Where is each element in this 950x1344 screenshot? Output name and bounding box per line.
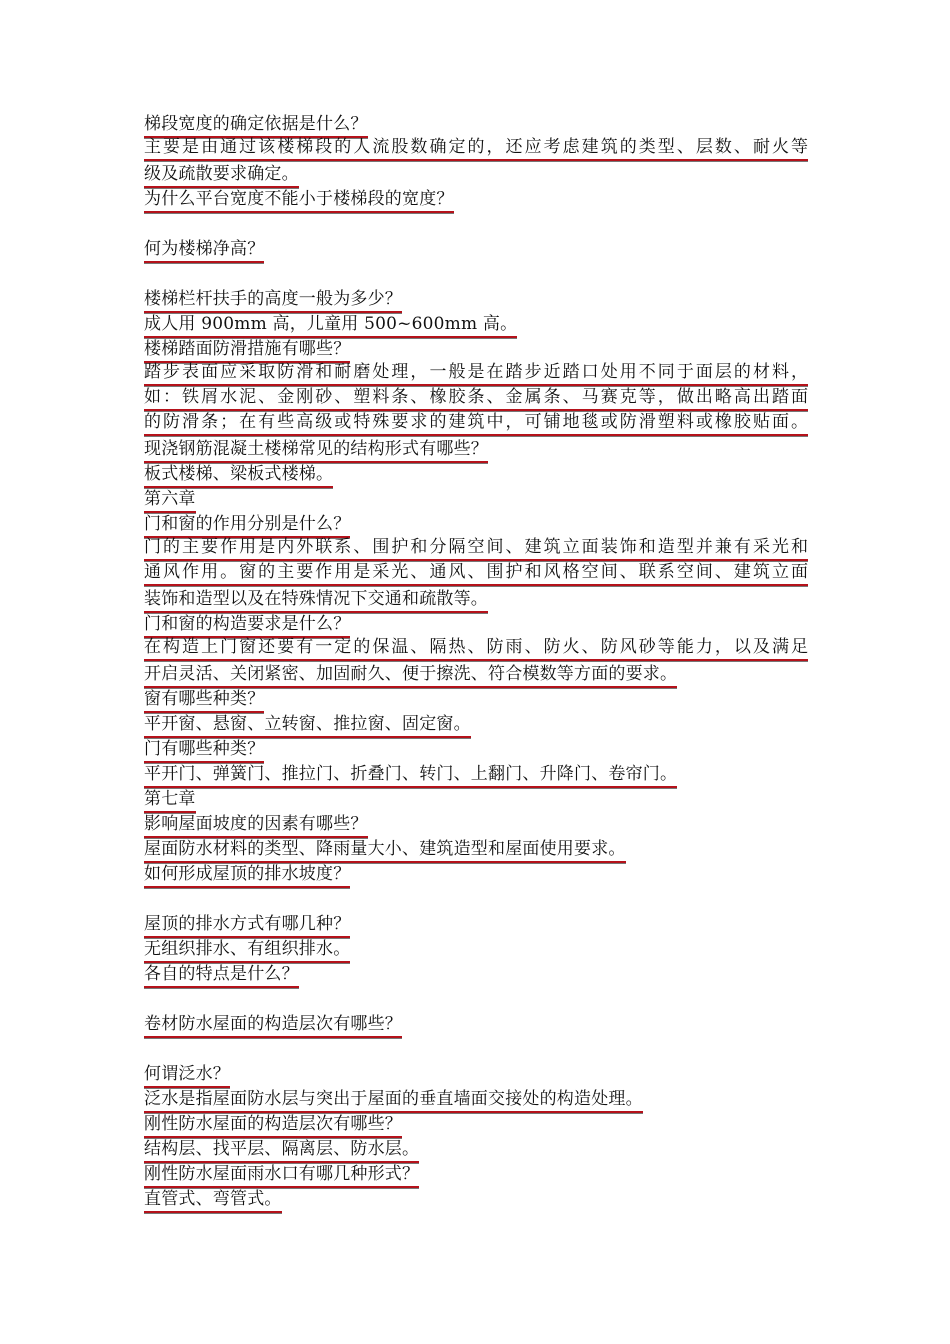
text-line	[144, 412, 812, 437]
text-line	[144, 137, 812, 162]
text-line	[144, 362, 812, 387]
text-line	[144, 862, 812, 887]
text-line	[144, 162, 812, 187]
text-line	[144, 1187, 812, 1212]
text-line	[144, 487, 812, 512]
underlined-text: 开启灵活、关闭紧密、加固耐久、便于擦洗、符合模数等方面的要求。	[144, 664, 677, 688]
underlined-text: 如：铁屑水泥、金刚砂、塑料条、橡胶条、金属条、马赛克等，做出略高出踏面	[144, 387, 808, 411]
underlined-text: 第六章	[144, 489, 196, 513]
blank-line	[144, 887, 812, 912]
text-line	[144, 637, 812, 662]
text-line	[144, 912, 812, 937]
underlined-text: 装饰和造型以及在特殊情况下交通和疏散等。	[144, 589, 488, 613]
underlined-text: 门和窗的作用分别是什么？	[144, 514, 350, 538]
underlined-text: 直管式、弯管式。	[144, 1189, 282, 1213]
underlined-text: 通风作用。窗的主要作用是采光、通风、围护和风格空间、联系空间、建筑立面	[144, 562, 808, 586]
underlined-text: 卷材防水屋面的构造层次有哪些？	[144, 1014, 402, 1038]
text-line	[144, 437, 812, 462]
underlined-text: 结构层、找平层、隔离层、防水层。	[144, 1139, 419, 1163]
text-line	[144, 837, 812, 862]
text-line	[144, 512, 812, 537]
underlined-text: 成人用 900mm 高，儿童用 500~600mm 高。	[144, 314, 517, 338]
text-line	[144, 112, 812, 137]
underlined-text: 窗有哪些种类？	[144, 689, 264, 713]
underlined-text: 第七章	[144, 789, 196, 813]
text-line	[144, 737, 812, 762]
text-line	[144, 462, 812, 487]
underlined-text: 梯段宽度的确定依据是什么？	[144, 114, 368, 138]
document-body	[144, 112, 812, 1212]
underlined-text: 的防滑条；在有些高级或特殊要求的建筑中，可铺地毯或防滑塑料或橡胶贴面。	[144, 412, 808, 436]
text-line	[144, 287, 812, 312]
text-line	[144, 937, 812, 962]
text-line	[144, 312, 812, 337]
text-line	[144, 612, 812, 637]
underlined-text: 何谓泛水？	[144, 1064, 230, 1088]
underlined-text: 级及疏散要求确定。	[144, 164, 299, 188]
underlined-text: 踏步表面应采取防滑和耐磨处理，一般是在踏步近踏口处用不同于面层的材料，	[144, 362, 808, 386]
text-line	[144, 587, 812, 612]
underlined-text: 无组织排水、有组织排水。	[144, 939, 350, 963]
blank-line	[144, 262, 812, 287]
text-line	[144, 337, 812, 362]
text-line	[144, 712, 812, 737]
text-line	[144, 187, 812, 212]
underlined-text: 各自的特点是什么？	[144, 964, 299, 988]
underlined-text: 门和窗的构造要求是什么？	[144, 614, 350, 638]
text-line	[144, 662, 812, 687]
underlined-text: 楼梯踏面防滑措施有哪些？	[144, 339, 350, 363]
underlined-text: 板式楼梯、梁板式楼梯。	[144, 464, 333, 488]
underlined-text: 楼梯栏杆扶手的高度一般为多少？	[144, 289, 402, 313]
underlined-text: 主要是由通过该楼梯段的人流股数确定的，还应考虑建筑的类型、层数、耐火等	[144, 137, 808, 161]
underlined-text: 为什么平台宽度不能小于楼梯段的宽度？	[144, 189, 454, 213]
text-line	[144, 1012, 812, 1037]
blank-line	[144, 987, 812, 1012]
underlined-text: 刚性防水屋面的构造层次有哪些？	[144, 1114, 402, 1138]
text-line	[144, 687, 812, 712]
text-line	[144, 812, 812, 837]
underlined-text: 现浇钢筋混凝土楼梯常见的结构形式有哪些？	[144, 439, 488, 463]
text-line	[144, 787, 812, 812]
underlined-text: 如何形成屋顶的排水坡度？	[144, 864, 350, 888]
blank-line	[144, 212, 812, 237]
underlined-text: 门的主要作用是内外联系、围护和分隔空间、建筑立面装饰和造型并兼有采光和	[144, 537, 808, 561]
text-line	[144, 1112, 812, 1137]
text-line	[144, 1062, 812, 1087]
underlined-text: 泛水是指屋面防水层与突出于屋面的垂直墙面交接处的构造处理。	[144, 1089, 643, 1113]
text-line	[144, 762, 812, 787]
underlined-text: 刚性防水屋面雨水口有哪几种形式？	[144, 1164, 419, 1188]
text-line	[144, 1087, 812, 1112]
text-line	[144, 537, 812, 562]
blank-line	[144, 1037, 812, 1062]
underlined-text: 何为楼梯净高？	[144, 239, 264, 263]
text-line	[144, 1137, 812, 1162]
text-line	[144, 387, 812, 412]
underlined-text: 在构造上门窗还要有一定的保温、隔热、防雨、防火、防风砂等能力，以及满足	[144, 637, 808, 661]
text-line	[144, 1162, 812, 1187]
underlined-text: 门有哪些种类？	[144, 739, 264, 763]
text-line	[144, 962, 812, 987]
underlined-text: 屋面防水材料的类型、降雨量大小、建筑造型和屋面使用要求。	[144, 839, 626, 863]
underlined-text: 影响屋面坡度的因素有哪些？	[144, 814, 368, 838]
text-line	[144, 562, 812, 587]
text-line	[144, 237, 812, 262]
underlined-text: 平开门、弹簧门、推拉门、折叠门、转门、上翻门、升降门、卷帘门。	[144, 764, 677, 788]
underlined-text: 平开窗、悬窗、立转窗、推拉窗、固定窗。	[144, 714, 471, 738]
underlined-text: 屋顶的排水方式有哪几种？	[144, 914, 350, 938]
